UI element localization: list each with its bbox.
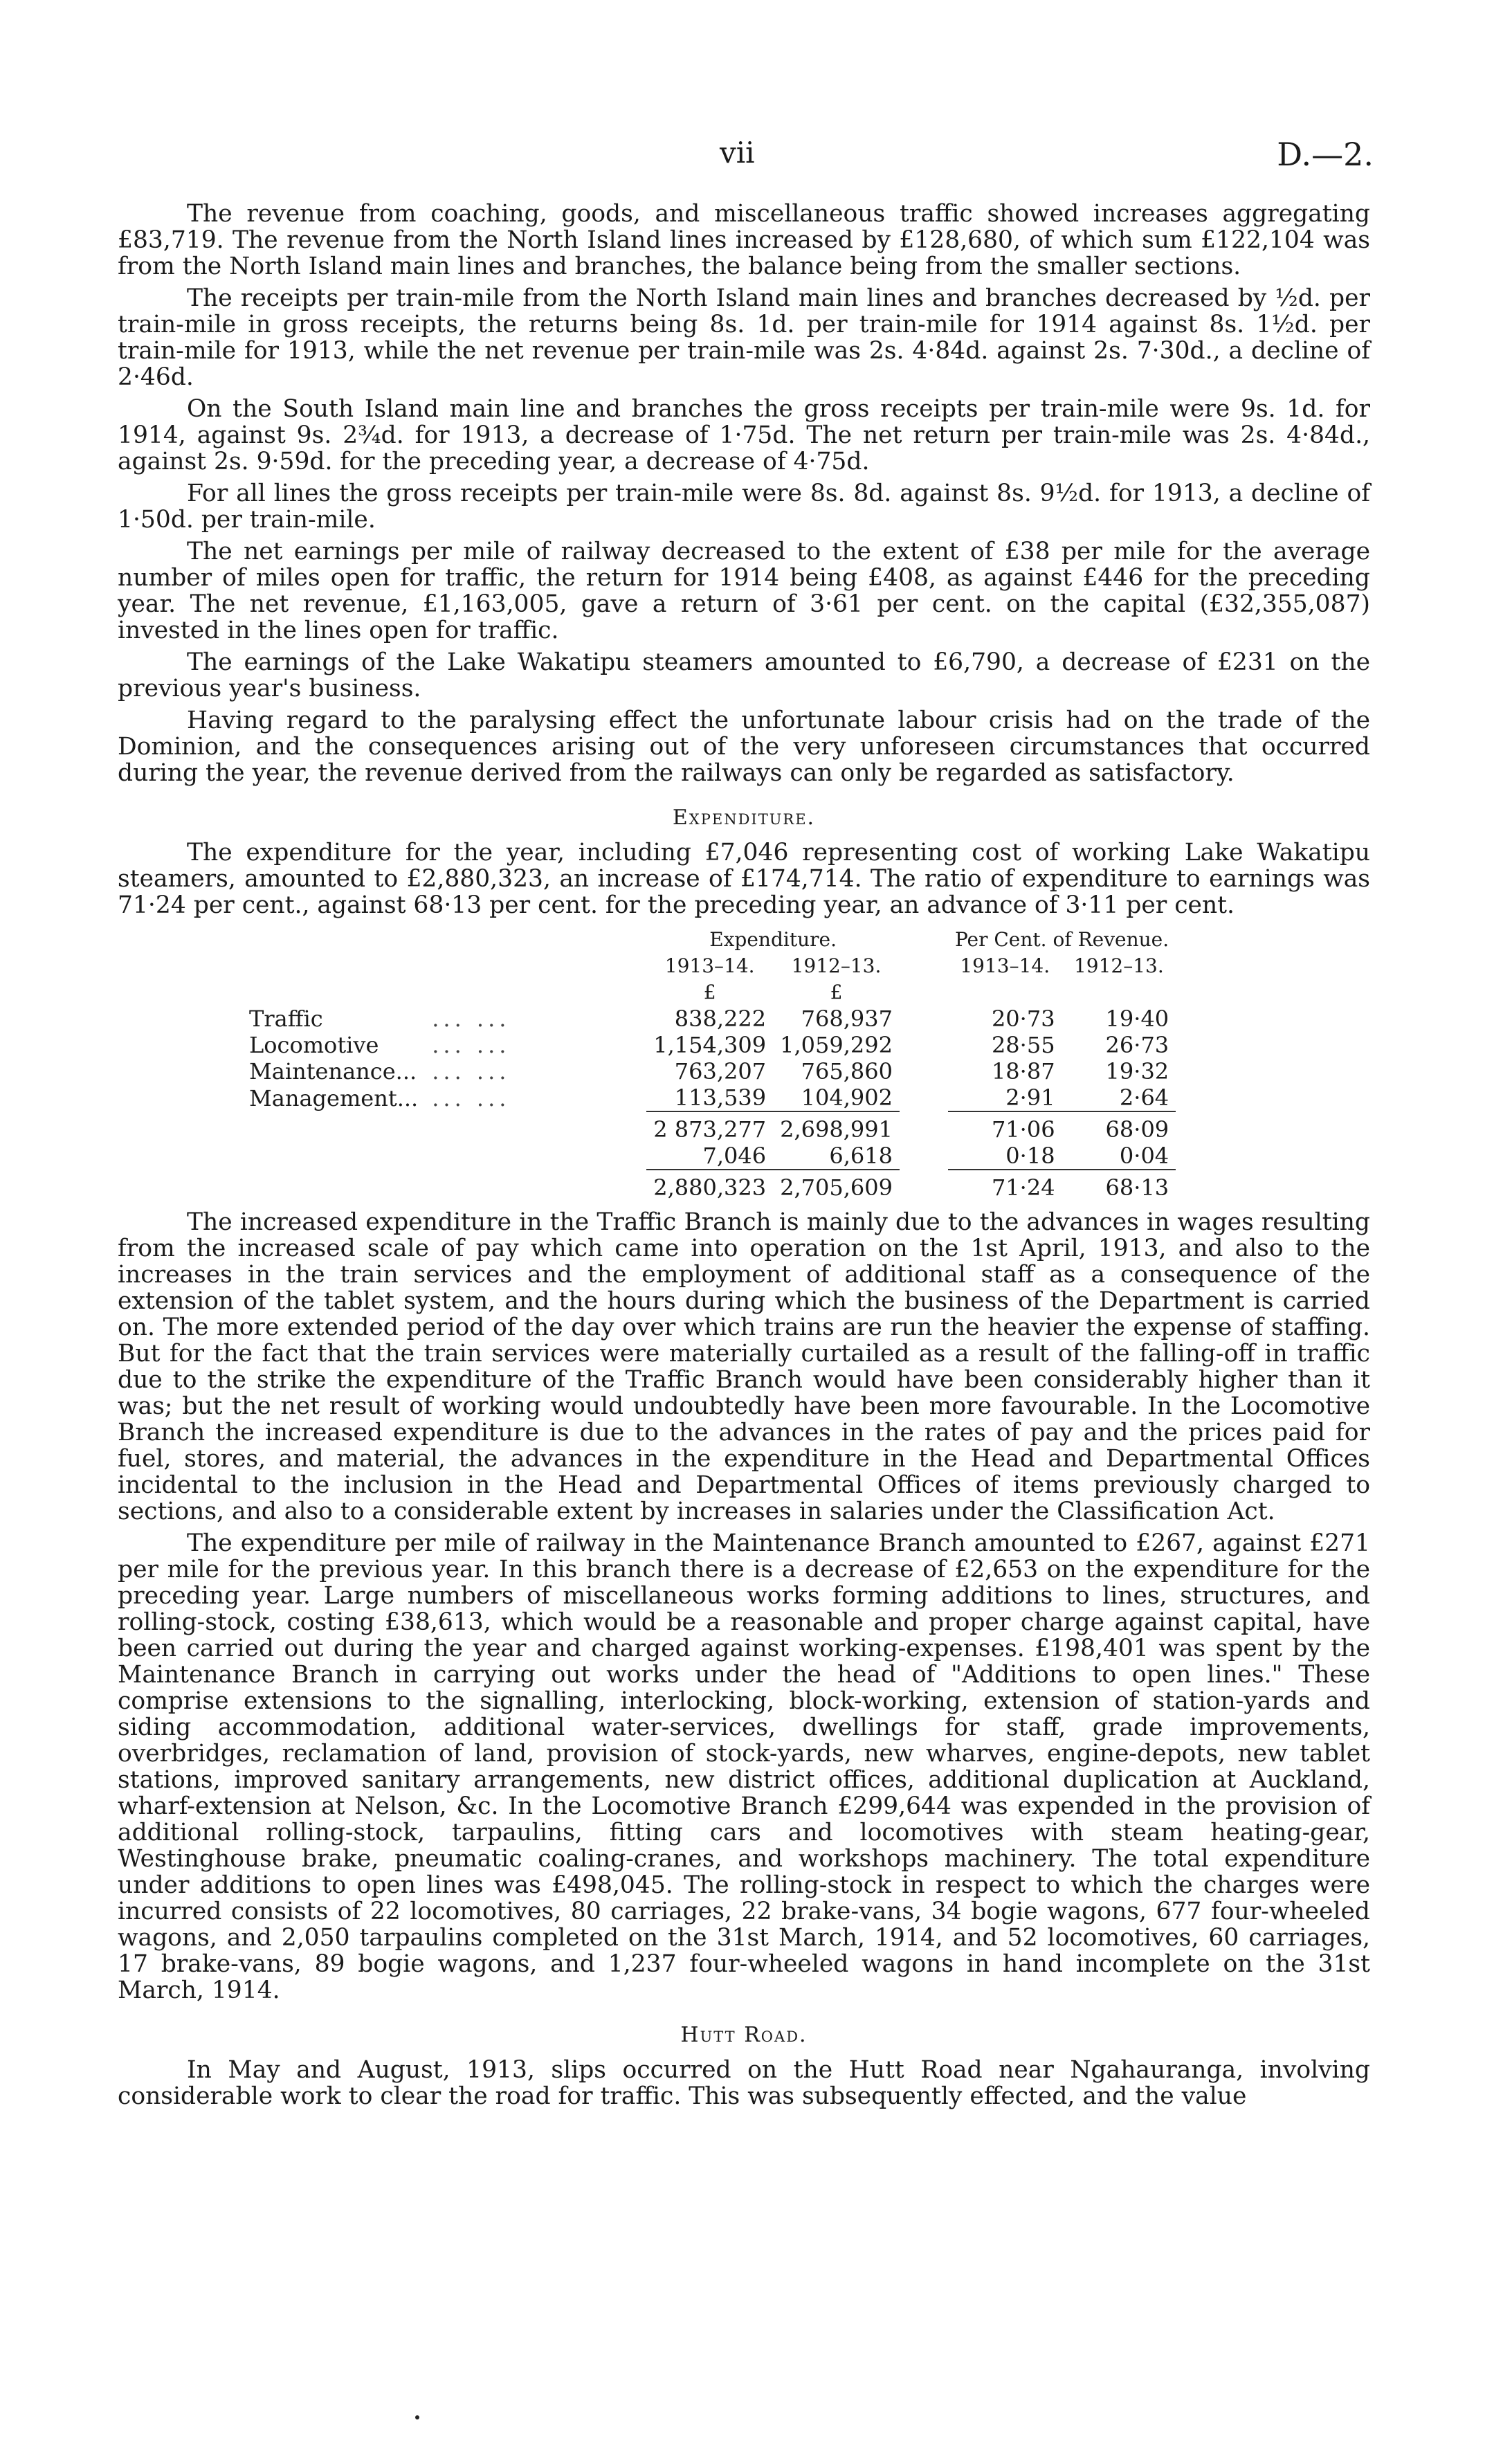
cell-percent-1913-14: 71·24 <box>991 1174 1055 1201</box>
expenditure-group-header: Expenditure. <box>709 928 837 951</box>
unit-header: £ <box>830 981 843 1003</box>
year-header: 1913–14. <box>664 954 755 977</box>
subtotal-row <box>242 1116 1176 1143</box>
cell-expenditure-1913-14: 763,207 <box>674 1058 767 1084</box>
row-label: Management... <box>249 1084 419 1111</box>
cell-expenditure-1912-13: 1,059,292 <box>780 1032 893 1058</box>
dot-leader: ... ... <box>432 1084 511 1111</box>
cell-expenditure-1912-13: 768,937 <box>801 1006 893 1032</box>
cell-expenditure-1913-14: 1,154,309 <box>653 1032 767 1058</box>
total-row <box>242 1174 1176 1201</box>
table-row <box>242 1058 1176 1084</box>
row-label: Maintenance... <box>249 1058 417 1084</box>
paragraph: The expenditure for the year, including £7,046 representing cost of working Lake Wakatipu steamers, amounted to £2,880,323, an increase of £174,714. The ratio of expenditure to earnings was 71·24 per cent., against 68·13 per cent. for the preceding year, an advance of 3·11 per cent. <box>118 839 1370 919</box>
cell-expenditure-1912-13: 765,860 <box>801 1058 893 1084</box>
paragraph: Having regard to the paralysing effect the unfortunate labour crisis had on the trade of the Dominion, and the consequences arising out of the very unforeseen circumstances that occurred during the year, the revenue derived from the railways can only be regarded as satisfactory. <box>118 707 1370 787</box>
paragraph: For all lines the gross receipts per train-mile were 8s. 8d. against 8s. 9½d. for 1913, a decline of 1·50d. per train-mile. <box>118 480 1370 534</box>
paragraph: The expenditure per mile of railway in the Maintenance Branch amounted to £267, against £271 per mile for the previous year. In this branch there is a decrease of £2,653 on the expenditure for the preceding year. Large numbers of miscellaneous works forming additions to lines, structures, and rolling-stock, costing £38,613, which would be a reasonable and proper charge against capital, have been carried out during the year and charged against working-expenses. £198,401 was spent by the Maintenance Branch in carrying out works under the head of "Additions to open lines." These comprise extensions to the signalling, interlocking, block-working, extension of station-yards and siding accommodation, additional water-services, dwellings for staff, grade improvements, overbridges, reclamation of land, provision of stock-yards, new wharves, engine-depots, new tablet stations, improved sanitary arrangements, new district offices, additional duplication at Auckland, wharf-extension at Nelson, &c. In the Locomotive Branch £299,644 was expended in the provision of additional rolling-stock, tarpaulins, fitting cars and locomotives with steam heating-gear, Westinghouse brake, pneumatic coaling-cranes, and workshops machinery. The total expenditure under additions to open lines was £498,045. The rolling-stock in respect to which the charges were incurred consists of 22 locomotives, 80 carriages, 22 brake-vans, 34 bogie wagons, 677 four-wheeled wagons, and 2,050 tarpaulins completed on the 31st March, 1914, and 52 locomotives, 60 carriages, 17 brake-vans, 89 bogie wagons, and 1,237 four-wheeled wagons in hand incomplete on the 31st March, 1914. <box>118 1529 1370 2004</box>
section-heading-hutt-road: Hutt Road. <box>680 2023 808 2047</box>
cell-percent-1913-14: 2·91 <box>1005 1084 1055 1111</box>
cell-expenditure-1912-13: 2,698,991 <box>780 1116 893 1143</box>
cell-expenditure-1912-13: 104,902 <box>801 1084 893 1111</box>
dot-leader: ... ... <box>432 1006 511 1032</box>
scan-speck <box>415 2415 419 2419</box>
page-body <box>118 201 1370 2115</box>
cell-percent-1913-14: 18·87 <box>991 1058 1055 1084</box>
cell-expenditure-1913-14: 2,880,323 <box>653 1174 767 1201</box>
year-header: 1912–13. <box>791 954 882 977</box>
steamers-row <box>242 1143 1176 1170</box>
cell-expenditure-1913-14: 7,046 <box>702 1143 767 1169</box>
page-number: vii <box>720 136 755 170</box>
paragraph: The receipts per train-mile from the North Island main lines and branches decreased by ½d. per train-mile in gross receipts, the returns being 8s. 1d. per train-mile for 1914 against 8s. 1½d. per train-mile for 1913, while the net revenue per train-mile was 2s. 4·84d. against 2s. 7·30d., a decline of 2·46d. <box>118 284 1370 391</box>
year-header: 1912–13. <box>1073 954 1164 977</box>
cell-percent-1912-13: 68·13 <box>1105 1174 1169 1201</box>
dot-leader: ... ... <box>432 1058 511 1084</box>
year-header: 1913–14. <box>960 954 1050 977</box>
cell-expenditure-1913-14: 838,222 <box>674 1006 767 1032</box>
table-row <box>242 1006 1176 1032</box>
cell-expenditure-1912-13: 6,618 <box>829 1143 893 1169</box>
paragraph: In May and August, 1913, slips occurred on the Hutt Road near Ngahauranga, involving considerable work to clear the road for traffic. This was subsequently effected, and the value <box>118 2056 1370 2110</box>
row-label: Traffic <box>249 1006 323 1032</box>
percent-group-header: Per Cent. of Revenue. <box>954 928 1169 951</box>
cell-percent-1912-13: 2·64 <box>1119 1084 1169 1111</box>
cell-percent-1913-14: 28·55 <box>991 1032 1055 1058</box>
paragraph: The increased expenditure in the Traffic Branch is mainly due to the advances in wages resulting from the increased scale of pay which came into operation on the 1st April, 1913, and also to the increases in the train services and the employment of additional staff as a consequence of the extension of the tablet system, and the hours during which the business of the Department is carried on. The more extended period of the day over which trains are run the heavier the expense of staffing. But for the fact that the train services were materially curtailed as a result of the falling-off in traffic due to the strike the expenditure of the Traffic Branch would have been considerably higher than it was; but the net result of working would undoubtedly have been more favourable. In the Locomotive Branch the increased expenditure is due to the advances in the rates of pay and the prices paid for fuel, stores, and material, the advances in the expenditure in the Head and Departmental Offices incidental to the inclusion in the Head and Departmental Offices of items previously charged to sections, and also to a considerable extent by increases in salaries under the Classification Act. <box>118 1208 1370 1525</box>
cell-percent-1912-13: 19·32 <box>1105 1058 1169 1084</box>
section-heading-expenditure: Expenditure. <box>672 806 816 830</box>
cell-percent-1913-14: 20·73 <box>991 1006 1055 1032</box>
row-label: Locomotive <box>249 1032 379 1058</box>
table-row <box>242 1084 1176 1111</box>
cell-expenditure-1913-14: 113,539 <box>674 1084 767 1111</box>
dot-leader: ... ... <box>432 1032 511 1058</box>
cell-percent-1913-14: 71·06 <box>991 1116 1055 1143</box>
unit-header: £ <box>703 981 716 1003</box>
table-rule <box>242 1111 1176 1116</box>
document-reference: D.—2. <box>1277 136 1374 173</box>
table-row <box>242 1032 1176 1058</box>
paragraph: The revenue from coaching, goods, and miscellaneous traffic showed increases aggregating £83,719. The revenue from the North Island lines increased by £128,680, of which sum £122,104 was from the North Island main lines and branches, the balance being from the smaller sections. <box>118 200 1370 280</box>
page-header <box>0 136 1512 177</box>
table-rule <box>242 1170 1176 1174</box>
cell-percent-1913-14: 0·18 <box>1005 1143 1055 1169</box>
cell-percent-1912-13: 19·40 <box>1105 1006 1169 1032</box>
paragraph: On the South Island main line and branches the gross receipts per train-mile were 9s. 1d. for 1914, against 9s. 2¾d. for 1913, a decrease of 1·75d. The net return per train-mile was 2s. 4·84d., against 2s. 9·59d. for the preceding year, a decrease of 4·75d. <box>118 395 1370 475</box>
expenditure-table <box>242 927 1176 1201</box>
paragraph: The net earnings per mile of railway decreased to the extent of £38 per mile for the average number of miles open for traffic, the return for 1914 being £408, as against £446 for the preceding year. The net revenue, £1,163,005, gave a return of 3·61 per cent. on the capital (£32,355,087) invested in the lines open for traffic. <box>118 538 1370 644</box>
paragraph: The earnings of the Lake Wakatipu steamers amounted to £6,790, a decrease of £231 on the previous year's business. <box>118 648 1370 702</box>
cell-percent-1912-13: 0·04 <box>1119 1143 1169 1169</box>
cell-expenditure-1912-13: 2,705,609 <box>780 1174 893 1201</box>
cell-expenditure-1913-14: 2 873,277 <box>653 1116 767 1143</box>
cell-percent-1912-13: 26·73 <box>1105 1032 1169 1058</box>
cell-percent-1912-13: 68·09 <box>1105 1116 1169 1143</box>
